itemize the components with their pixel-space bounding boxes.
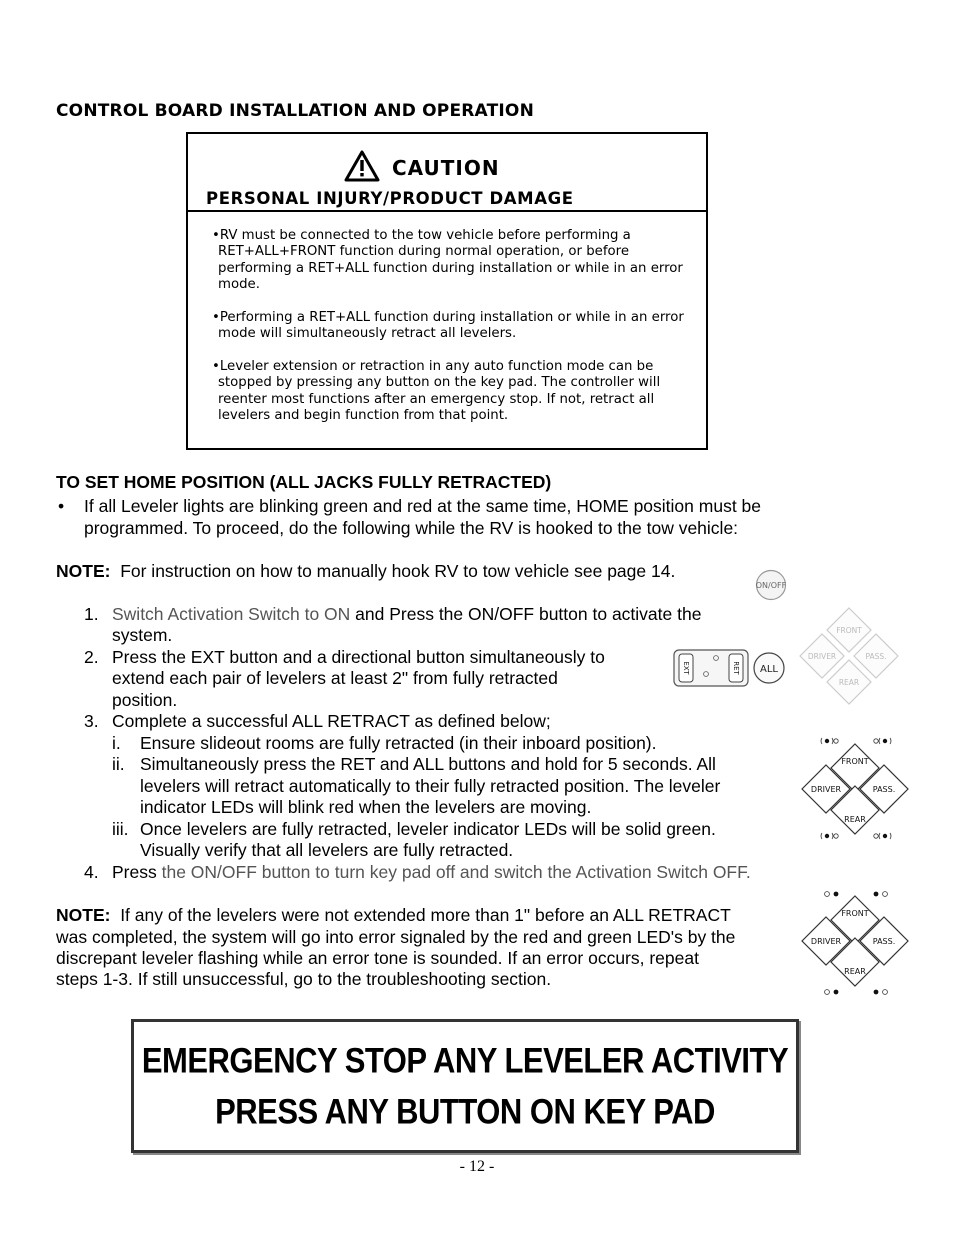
step-1 bbox=[112, 604, 701, 626]
driver-label: DRIVER bbox=[810, 785, 842, 794]
caution-title: CAUTION bbox=[392, 156, 500, 180]
step-4-lead: Press bbox=[112, 862, 162, 882]
step-2-line-3: position. bbox=[112, 690, 178, 710]
note-label: NOTE: bbox=[56, 905, 111, 925]
step-1-gray-text: Switch Activation Switch to ON bbox=[112, 604, 351, 624]
home-bullet-text: If all Leveler lights are blinking green and red at the same time, HOME position must be programmed. To proceed, do the following while the RV is hooked to the tow vehicle: bbox=[84, 496, 762, 538]
home-position-title: TO SET HOME POSITION (ALL JACKS FULLY RETRACTED) bbox=[56, 472, 552, 492]
front-label: FRONT bbox=[836, 626, 862, 635]
onoff-label: ON/OFF bbox=[755, 581, 787, 590]
caution-item-3 bbox=[212, 359, 692, 425]
step-3-text: Complete a successful ALL RETRACT as defined below; bbox=[112, 711, 551, 731]
note-2-text: If any of the levelers were not extended more than 1" before an ALL RETRACT bbox=[120, 905, 731, 925]
step-1-text: and Press the ON/OFF button to activate the bbox=[350, 604, 702, 624]
caution-header bbox=[188, 134, 706, 212]
directional-keypad-solid-icon bbox=[796, 886, 914, 998]
onoff-button-icon bbox=[754, 568, 788, 602]
driver-label: DRIVER bbox=[807, 652, 837, 661]
rear-label: REAR bbox=[844, 815, 866, 824]
all-label: ALL bbox=[760, 664, 778, 675]
substep-ii-line-2: levelers will retract automatically to their fully retracted position. The leveler bbox=[140, 776, 721, 796]
substep-iii-line-2: Visually verify that all levelers are fully retracted. bbox=[140, 840, 514, 860]
front-label: FRONT bbox=[841, 909, 869, 918]
caution-box bbox=[186, 132, 708, 450]
note-2-line-2: was completed, the system will go into error signaled by the red and green LED's by the bbox=[56, 927, 736, 947]
caution-item-text: •RV must be connected to the tow vehicle before performing a RET+ALL+FRONT function during normal operation, or before performing a RET+ALL function during installation or while in an error mode. bbox=[212, 228, 683, 293]
ret-label: RET bbox=[732, 661, 740, 675]
directional-keypad-blinking-icon bbox=[796, 734, 914, 846]
step-2-line-1: Press the EXT button and a directional button simultaneously to bbox=[112, 647, 605, 667]
emergency-line-1: EMERGENCY STOP ANY LEVELER ACTIVITY bbox=[141, 1040, 789, 1081]
driver-label: DRIVER bbox=[810, 937, 842, 946]
step-4-gray-text: the ON/OFF button to turn key pad off and switch the Activation Switch OFF. bbox=[161, 862, 751, 882]
rear-label: REAR bbox=[838, 678, 860, 687]
step-number: 1. bbox=[84, 604, 99, 624]
bullet-marker: • bbox=[58, 496, 65, 516]
directional-keypad-faded-icon bbox=[796, 604, 902, 708]
step-4 bbox=[112, 862, 751, 884]
caution-subtitle: PERSONAL INJURY/PRODUCT DAMAGE bbox=[206, 189, 574, 208]
note-1 bbox=[56, 561, 675, 583]
substep-ii-line-3: indicator LEDs will blink red when the levelers are moving. bbox=[140, 797, 592, 817]
note-text: For instruction on how to manually hook RV to tow vehicle see page 14. bbox=[120, 561, 676, 581]
substep-number: iii. bbox=[112, 819, 129, 839]
note-2-line-3: discrepant leveler flashing while an error tone is sounded. If an error occurs, repeat bbox=[56, 948, 699, 968]
substep-number: ii. bbox=[112, 754, 125, 774]
pass-label: PASS. bbox=[872, 785, 896, 794]
caution-item-1 bbox=[212, 228, 692, 294]
caution-item-2 bbox=[212, 310, 692, 343]
step-2-line-2: extend each pair of levelers at least 2" from fully retracted bbox=[112, 668, 558, 688]
substep-number: i. bbox=[112, 733, 121, 753]
ext-ret-all-buttons-icon bbox=[672, 648, 790, 688]
rear-label: REAR bbox=[844, 967, 866, 976]
note-2-line-1 bbox=[56, 905, 731, 927]
note-2-line-4: steps 1-3. If still unsuccessful, go to the troubleshooting section. bbox=[56, 969, 552, 989]
section-title: CONTROL BOARD INSTALLATION AND OPERATION bbox=[56, 101, 534, 121]
pass-label: PASS. bbox=[872, 937, 896, 946]
emergency-line-2: PRESS ANY BUTTON ON KEY PAD bbox=[215, 1091, 715, 1132]
page-number: - 12 - bbox=[459, 1158, 495, 1175]
step-number: 3. bbox=[84, 711, 99, 731]
front-label: FRONT bbox=[841, 757, 869, 766]
substep-i-text: Ensure slideout rooms are fully retracted (in their inboard position). bbox=[140, 733, 657, 753]
emergency-stop-box bbox=[131, 1019, 799, 1153]
step-1-line-2: system. bbox=[112, 625, 173, 645]
warning-triangle-icon bbox=[344, 150, 380, 182]
ext-label: EXT bbox=[682, 661, 690, 675]
step-number: 2. bbox=[84, 647, 99, 667]
step-number: 4. bbox=[84, 862, 99, 882]
caution-item-text: •Performing a RET+ALL function during installation or while in an error mode will simultaneously retract all levelers. bbox=[212, 310, 684, 342]
substep-ii-line-1: Simultaneously press the RET and ALL buttons and hold for 5 seconds. All bbox=[140, 754, 716, 774]
substep-iii-line-1: Once levelers are fully retracted, leveler indicator LEDs will be solid green. bbox=[140, 819, 716, 839]
note-label: NOTE: bbox=[56, 561, 111, 581]
caution-item-text: •Leveler extension or retraction in any auto function mode can be stopped by pressing any button on the key pad. The controller will reenter most functions after an emergency stop. If not, retract all levelers and begin function from that point. bbox=[212, 359, 661, 424]
pass-label: PASS. bbox=[865, 652, 887, 661]
